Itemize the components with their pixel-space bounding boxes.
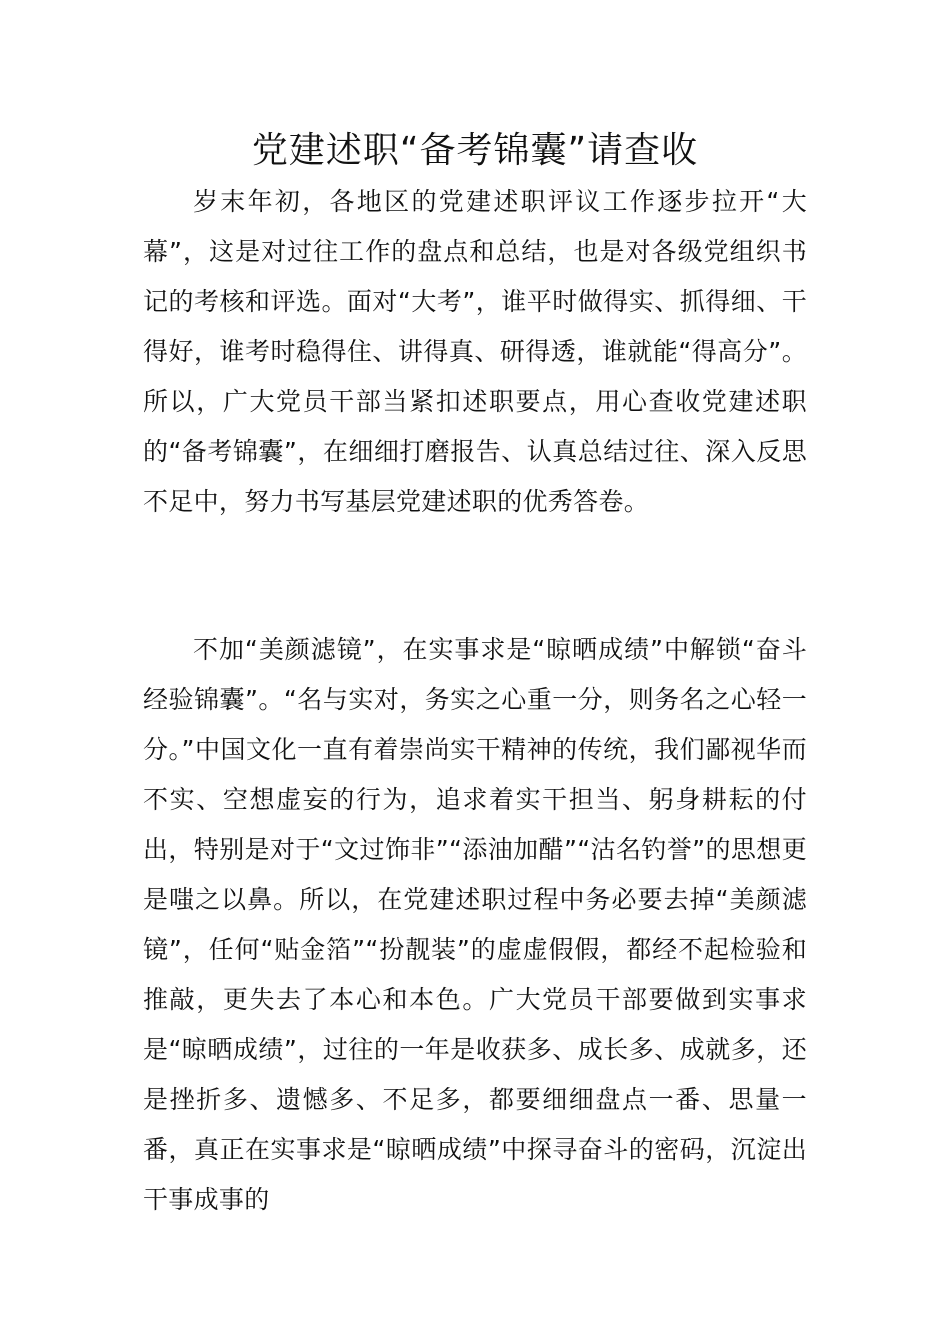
- document-title: 党建述职“备考锦囊”请查收: [251, 130, 699, 171]
- paragraph-intro: 岁末年初，各地区的党建述职评议工作逐步拉开“大幕”，这是对过往工作的盘点和总结，也是对各级党组织书记的考核和评选。面对“大考”，谁平时做得实、抓得细、干得好，谁考时稳得住、讲得真、研得透，谁就能“得高分”。所以，广大党员干部当紧扣述职要点，用心查收党建述职的“备考锦囊”，在细细打磨报告、认真总结过往、深入反思不足中，努力书写基层党建述职的优秀答卷。: [143, 187, 807, 516]
- paragraph-body: 不加“美颜滤镜”，在实事求是“晾晒成绩”中解锁“奋斗经验锦囊”。“名与实对，务实之心重一分，则务名之心轻一分。”中国文化一直有着崇尚实干精神的传统，我们鄙视华而不实、空想虚妄的行为，追求着实干担当、躬身耕耘的付出，特别是对于“文过饰非”“添油加醋”“沽名钓誉”的思想更是嗤之以鼻。所以，在党建述职过程中务必要去掉“美颜滤镜”，任何“贴金箔”“扮靓装”的虚虚假假，都经不起检验和推敲，更失去了本心和本色。广大党员干部要做到实事求是“晾晒成绩”，过往的一年是收获多、成长多、成就多，还是挫折多、遗憾多、不足多，都要细细盘点一番、思量一番，真正在实事求是“晾晒成绩”中探寻奋斗的密码，沉淀出干事成事的: [143, 635, 807, 1214]
